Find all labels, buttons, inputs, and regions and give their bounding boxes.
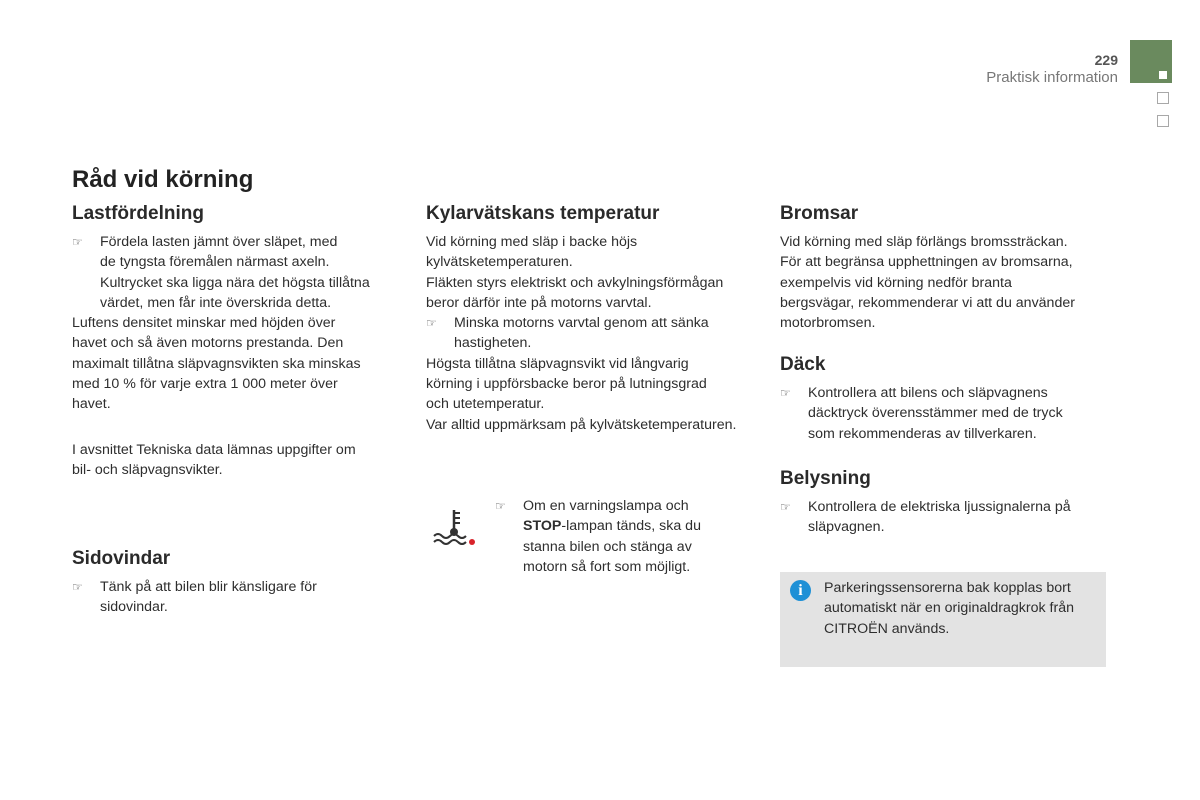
text-line: och utetemperatur. <box>426 396 545 413</box>
text-fragment: -lampan tänds, ska du <box>561 518 701 535</box>
text-line: stanna bilen och stänga av <box>523 538 692 555</box>
bullet-item <box>426 313 766 354</box>
text-line: Tänk på att bilen blir känsligare för <box>100 579 317 595</box>
text-line: släpvagnen. <box>808 519 885 536</box>
info-box-text <box>824 578 1100 639</box>
pointing-finger-icon: ☞ <box>780 500 791 514</box>
info-box <box>780 572 1106 667</box>
text-line: bil- och släpvagnsvikter. <box>72 462 223 479</box>
bullet-item <box>495 496 745 577</box>
text-line <box>523 516 745 536</box>
text-line: Fördela lasten jämnt över släpet, med <box>100 234 338 250</box>
brakes-text <box>780 232 1120 333</box>
coolant-warning-text <box>495 496 745 577</box>
text-line: som rekommenderas av tillverkaren. <box>808 425 1037 442</box>
text-line: sidovindar. <box>100 599 168 616</box>
bullet-item <box>72 577 402 618</box>
text-line: Kultrycket ska ligga nära det högsta tillåtna <box>100 274 370 291</box>
text-line: automatiskt när en originaldragkrok från <box>824 600 1074 617</box>
chapter-tab-box <box>1157 92 1169 104</box>
text-line: Kontrollera de elektriska ljussignalerna på <box>808 499 1071 515</box>
text-line: För att begränsa upphettningen av bromsarna, <box>780 254 1073 271</box>
text-line: motorbromsen. <box>780 315 876 332</box>
text-line: körning i uppförsbacke beror på lutningsgrad <box>426 376 707 393</box>
coolant-text <box>426 232 766 435</box>
chapter-tab-marker <box>1159 71 1167 79</box>
text-line: exempelvis vid körning nedför branta <box>780 274 1012 291</box>
text-line: med 10 % för varje extra 1 000 meter över <box>72 376 338 393</box>
pointing-finger-icon: ☞ <box>780 386 791 400</box>
section-heading-tyres: Däck <box>780 354 826 375</box>
page-title: Råd vid körning <box>72 166 254 193</box>
lighting-text <box>780 497 1120 538</box>
text-line: Vid körning med släp i backe höjs <box>426 234 638 250</box>
load-distribution-text <box>72 232 402 415</box>
bullet-item <box>780 497 1120 538</box>
text-line: beror därför inte på motorns varvtal. <box>426 294 652 311</box>
pointing-finger-icon: ☞ <box>426 316 437 331</box>
pointing-finger-icon: ☞ <box>495 499 506 513</box>
text-line: Var alltid uppmärksam på kylvätsketemperaturen. <box>426 416 737 433</box>
text-line: de tyngsta föremålen närmast axeln. <box>100 254 330 271</box>
chapter-tab-box <box>1157 115 1169 127</box>
section-heading-coolant: Kylarvätskans temperatur <box>426 203 660 224</box>
text-line: motorn så fort som möjligt. <box>523 558 691 575</box>
text-line: Parkeringssensorerna bak kopplas bort <box>824 580 1071 596</box>
text-line: I avsnittet Tekniska data lämnas uppgifter om <box>72 442 356 458</box>
stop-keyword: STOP <box>523 518 562 535</box>
text-line: havet och så även motorns prestanda. Den <box>72 335 344 352</box>
text-line: Om en varningslampa och <box>523 498 689 514</box>
tyres-text <box>780 383 1120 444</box>
bullet-item <box>780 383 1120 444</box>
section-title: Praktisk information <box>986 69 1118 86</box>
text-line: Kontrollera att bilens och släpvagnens <box>808 385 1048 401</box>
text-line: bergsvägar, rekommenderar vi att du använder <box>780 294 1075 311</box>
text-line: CITROËN används. <box>824 620 950 637</box>
coolant-temperature-warning-icon <box>430 506 478 548</box>
text-line: värdet, men får inte överskrida detta. <box>100 294 332 311</box>
text-line: havet. <box>72 396 111 413</box>
chapter-tab-active <box>1130 40 1172 83</box>
text-line: däcktryck överensstämmer med de tryck <box>808 405 1063 422</box>
text-line: kylvätsketemperaturen. <box>426 254 573 271</box>
text-line: Minska motorns varvtal genom att sänka <box>454 315 709 332</box>
text-line: Vid körning med släp förlängs bromssträckan. <box>780 234 1068 250</box>
weights-reference-note <box>72 440 402 481</box>
crosswind-text <box>72 577 402 618</box>
text-line: maximalt tillåtna släpvagnsvikten ska minskas <box>72 355 361 372</box>
section-heading-brakes: Bromsar <box>780 203 859 224</box>
pointing-finger-icon: ☞ <box>72 235 83 249</box>
section-heading-crosswind: Sidovindar <box>72 548 171 569</box>
text-line: Fläkten styrs elektriskt och avkylningsförmågan <box>426 274 724 291</box>
section-heading-lighting: Belysning <box>780 468 871 489</box>
pointing-finger-icon: ☞ <box>72 580 83 594</box>
info-icon: i <box>790 580 811 601</box>
bullet-item <box>72 232 402 313</box>
text-line: Högsta tillåtna släpvagnsvikt vid långvarig <box>426 355 689 372</box>
text-line: hastigheten. <box>454 335 532 352</box>
page-number: 229 <box>1094 52 1118 68</box>
section-heading-load-distribution: Lastfördelning <box>72 203 204 224</box>
text-line: Luftens densitet minskar med höjden över <box>72 315 336 332</box>
